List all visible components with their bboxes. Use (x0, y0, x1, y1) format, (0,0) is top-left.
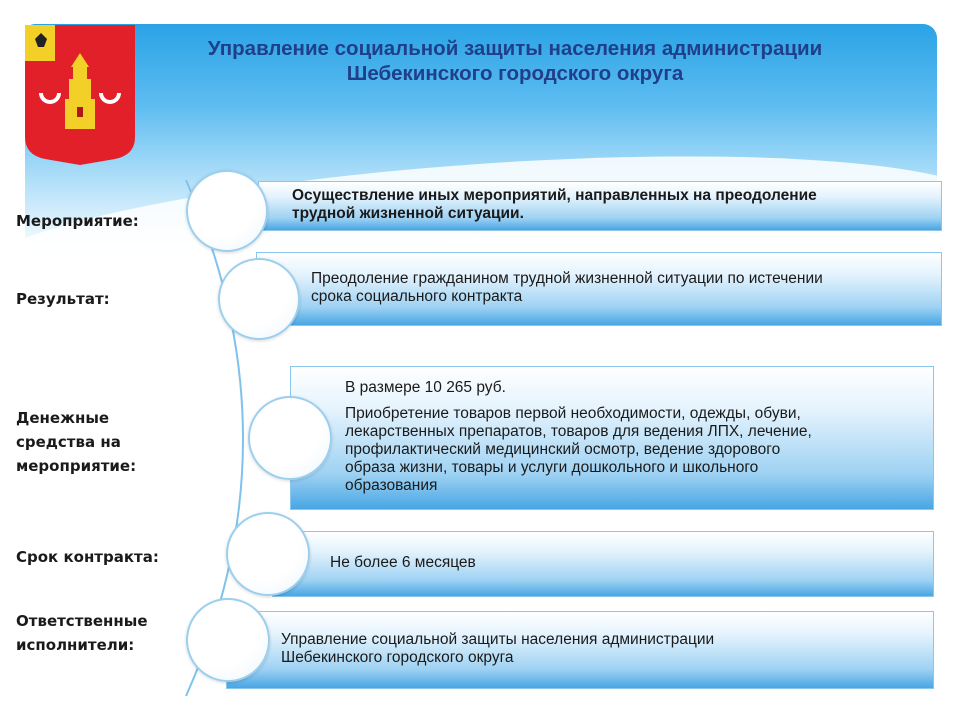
label-funds: Денежные средства на мероприятие: (16, 409, 137, 475)
result-circle (218, 258, 300, 340)
title-line-1: Управление социальной защиты населения администрации (207, 37, 823, 60)
funds-amount: В размере 10 265 руб. (345, 379, 506, 396)
funds-circle (248, 396, 332, 480)
term-circle (226, 512, 310, 596)
label-event: Мероприятие: (16, 212, 139, 230)
event-circle (186, 170, 268, 252)
responsible-circle (186, 598, 270, 682)
event-box (258, 181, 942, 231)
label-result: Результат: (16, 290, 110, 308)
title-line-2: Шебекинского городского округа (346, 62, 684, 85)
term-box (272, 531, 934, 597)
result-text: Преодоление гражданином трудной жизненной ситуации по истечении срока социального контракта (311, 270, 823, 305)
label-term: Срок контракта: (16, 548, 159, 566)
responsible-box (226, 611, 934, 689)
result-box (256, 252, 942, 326)
term-text: Не более 6 месяцев (330, 554, 476, 571)
label-responsible: Ответственные исполнители: (16, 612, 148, 654)
funds-box (290, 366, 934, 510)
event-text: Осуществление иных мероприятий, направленных на преодоление трудной жизненной ситуации. (292, 187, 817, 222)
funds-text: Приобретение товаров первой необходимости, одежды, обуви, лекарственных препаратов, товаров для ведения ЛПХ, лечение, профилактический медицинский осмотр, ведение здорового образа жизни, товары и услуги дошкольного и школьного образования (345, 405, 812, 494)
responsible-text: Управление социальной защиты населения администрации Шебекинского городского округа (281, 631, 715, 666)
